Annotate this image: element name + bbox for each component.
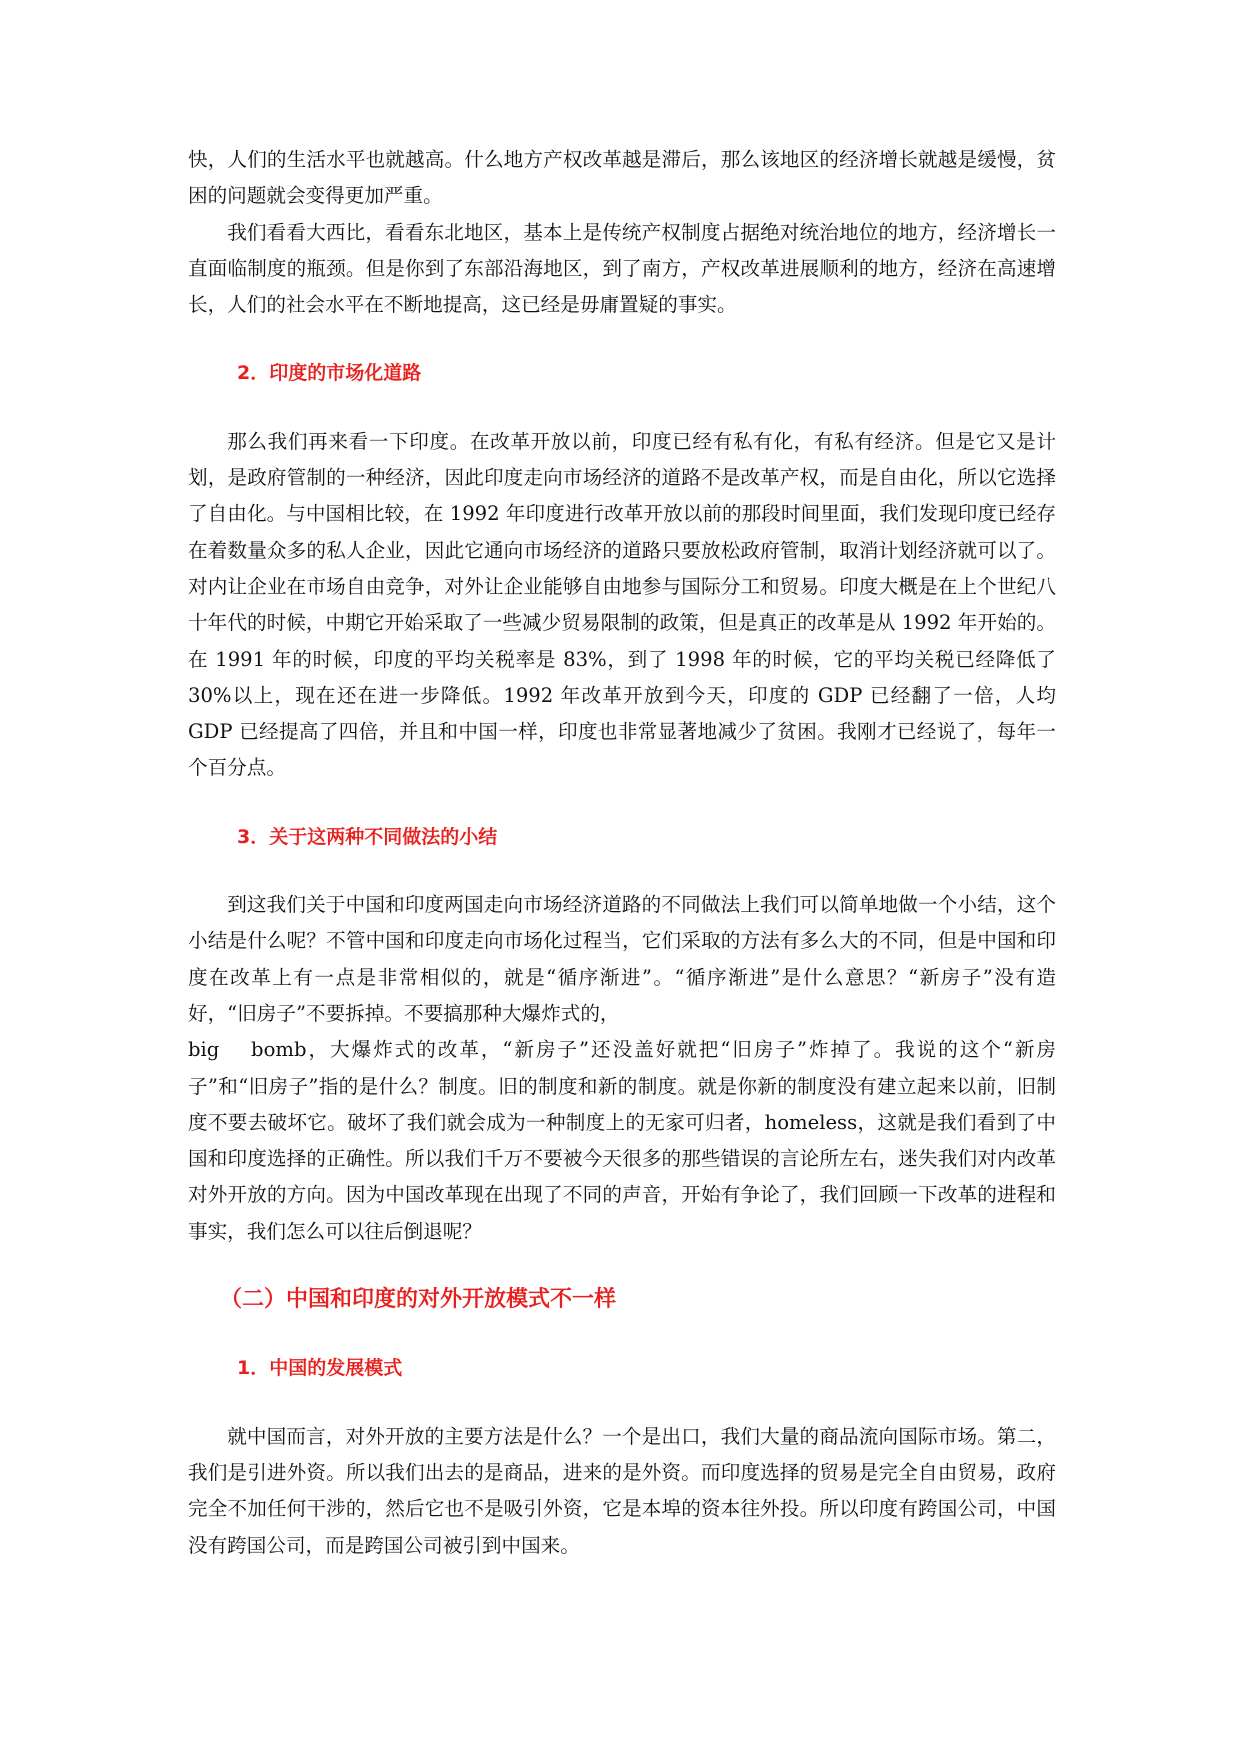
paragraph-summary-part1: 到这我们关于中国和印度两国走向市场经济道路的不同做法上我们可以简单地做一个小结，这个小结是什么呢？不管中国和印度走向市场化过程当，它们采取的方法有多么大的不同，但是中国和印度在改革上有一点是非常相似的，就是“循序渐进”。“循序渐进”是什么意思？“新房子”没有造好，“旧房子”不要拆掉。不要搞那种大爆炸式的， bbox=[188, 893, 1056, 1025]
heading-china-model: 1．中国的发展模式 bbox=[237, 1357, 403, 1380]
document-page bbox=[188, 142, 1056, 1564]
paragraph-continuation: 快，人们的生活水平也就越高。什么地方产权改革越是滞后，那么该地区的经济增长就越是缓慢，贫困的问题就会变得更加严重。 bbox=[188, 148, 1056, 208]
heading-india-market-road: 2．印度的市场化道路 bbox=[237, 362, 422, 385]
paragraph-northeast: 我们看看大西比，看看东北地区，基本上是传统产权制度占据绝对统治地位的地方，经济增长一直面临制度的瓶颈。但是你到了东部沿海地区，到了南方，产权改革进展顺利的地方，经济在高速增长，人们的社会水平在不断地提高，这已经是毋庸置疑的事实。 bbox=[188, 220, 1056, 317]
paragraph-china-opening: 就中国而言，对外开放的主要方法是什么？一个是出口，我们大量的商品流向国际市场。第二，我们是引进外资。所以我们出去的是商品，进来的是外资。而印度选择的贸易是完全自由贸易，政府完全不加任何干涉的，然后它也不是吸引外资，它是本埠的资本往外投。所以印度有跨国公司，中国没有跨国公司，而是跨国公司被引到中国来。 bbox=[188, 1424, 1056, 1557]
heading-open-model: （二）中国和印度的对外开放模式不一样 bbox=[220, 1287, 617, 1313]
paragraph-india-reform: 那么我们再来看一下印度。在改革开放以前，印度已经有私有化，有私有经济。但是它又是计划，是政府管制的一种经济，因此印度走向市场经济的道路不是改革产权，而是自由化，所以它选择了自由化。与中国相比较，在 1992 年印度进行改革开放以前的那段时间里面，我们发现印度已经存在着数量众多的私人企业，因此它通向市场经济的道路只要放松政府管制，取消计划经济就可以了。对内让企业在市场自由竞争，对外让企业能够自由地参与国际分工和贸易。印度大概是在上个世纪八十年代的时候，中期它开始采取了一些减少贸易限制的政策，但是真正的改革是从 1992 年开始的。在 1991 年的时候，印度的平均关税率是 83%，到了 1998 年的时候，它的平均关税已经降低了 30%以上，现在还在进一步降低。1992 年改革开放到今天，印度的 GDP 已经翻了一倍，人均 GDP 已经提高了四倍，并且和中国一样，印度也非常显著地减少了贫困。我刚才已经说了，每年一个百分点。 bbox=[188, 429, 1056, 780]
heading-summary: 3．关于这两种不同做法的小结 bbox=[237, 825, 498, 848]
paragraph-summary-part2: big bomb，大爆炸式的改革，“新房子”还没盖好就把“旧房子”炸掉了。我说的这个“新房子”和“旧房子”指的是什么？制度。旧的制度和新的制度。就是你新的制度没有建立起来以前，旧制度不要去破坏它。破坏了我们就会成为一种制度上的无家可归者，homeless，这就是我们看到了中国和印度选择的正确性。所以我们千万不要被今天很多的那些错误的言论所左右，迷失我们对内改革对外开放的方向。因为中国改革现在出现了不同的声音，开始有争论了，我们回顾一下改革的进程和事实，我们怎么可以往后倒退呢？ bbox=[188, 1038, 1056, 1243]
